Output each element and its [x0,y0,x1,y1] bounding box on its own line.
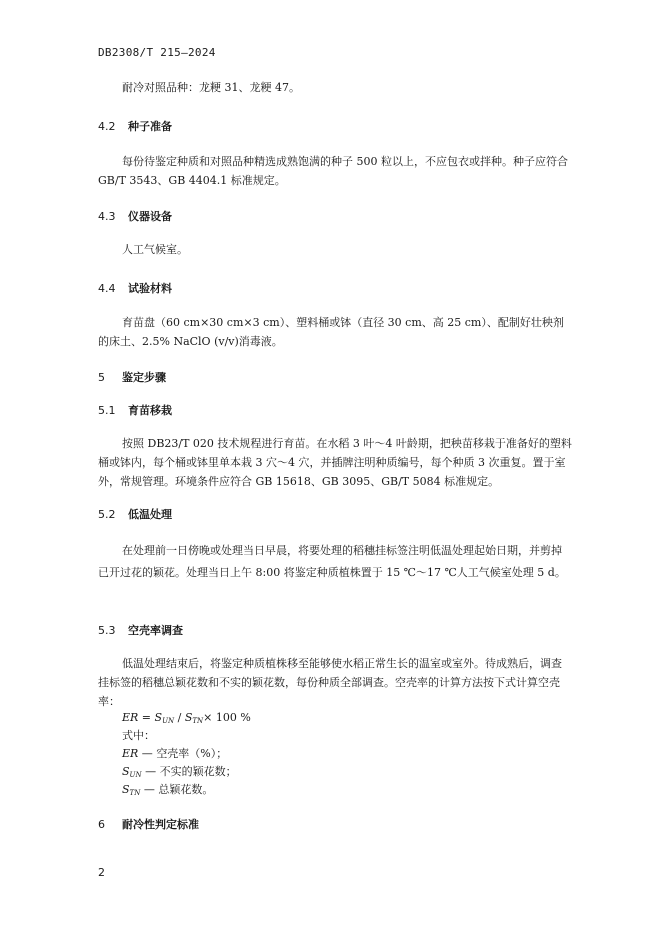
heading-number: 5.3 [98,624,116,637]
heading-title: 试验材料 [128,282,172,295]
formula-definition: ER — 空壳率（%）； [122,747,228,760]
heading-number: 4.3 [98,210,116,223]
heading-title: 耐冷性判定标准 [122,818,199,831]
heading-title: 仪器设备 [128,210,172,223]
paragraph-seedling-transplant: 按照 DB23/T 020 技术规程进行育苗。在水稻 3 叶～4 叶龄期，把秧苗移栽于准备好的塑料桶或钵内，每个桶或钵里单本栽 3 穴～4 穴，并插牌注明种质编号，每个种质 3 次重复。置于室外，常规管理。环境条件应符合 GB 15618、GB 3095、GB/T 5084 标准规定。 [98,437,572,488]
paragraph-low-temperature: 在处理前一日傍晚或处理当日早晨，将要处理的稻穗挂标签注明低温处理起始日期，并剪掉已开过花的颖花。处理当日上午 8:00 将鉴定种质植株置于 15 ℃～17 ℃人工气候室处理 5 d。 [98,544,566,579]
heading-title: 育苗移栽 [128,404,172,417]
heading-5-3 [98,622,183,638]
formula-definition: $S_{UN}$ — 不实的颖花数； [122,765,237,779]
heading-title: 种子准备 [128,120,172,133]
heading-title: 鉴定步骤 [122,371,166,384]
heading-5-2 [98,506,172,522]
heading-6 [98,816,199,832]
paragraph-empty-shell-survey: 低温处理结束后，将鉴定种质植株移至能够使水稻正常生长的温室或室外。待成熟后，调查挂标签的稻穗总颖花数和不实的颖花数，每份种质全部调查。空壳率的计算方法按下式计算空壳率： [98,657,562,708]
document-id: DB2308/T 215—2024 [98,46,216,59]
page-number: 2 [98,866,105,879]
heading-number: 5.2 [98,508,116,521]
heading-number: 5 [98,371,105,384]
heading-5 [98,369,166,385]
paragraph-materials: 育苗盘（60 cm×30 cm×3 cm）、塑料桶或钵（直径 30 cm、高 25 cm）、配制好壮秧剂的床土、2.5% NaClO (v/v)消毒液。 [98,316,564,348]
heading-4-2 [98,118,172,134]
heading-number: 5.1 [98,404,116,417]
heading-4-3 [98,208,172,224]
heading-number: 4.4 [98,282,116,295]
heading-title: 空壳率调查 [128,624,183,637]
formula: ER = $S_{UN} / S_{TN}\times 100$ % [122,711,251,725]
heading-number: 6 [98,818,105,831]
paragraph-seed-prep: 每份待鉴定种质和对照品种精选成熟饱满的种子 500 粒以上，不应包衣或拌种。种子应符合 GB/T 3543、GB 4404.1 标准规定。 [98,155,568,187]
formula-where: 式中： [122,729,155,742]
formula-definition: $S_{TN}$ — 总颖花数。 [122,783,214,797]
heading-5-1 [98,402,172,418]
paragraph-equipment: 人工气候室。 [122,243,188,256]
cold-check-variety: 耐冷对照品种：龙粳 31、龙粳 47。 [122,81,300,94]
heading-title: 低温处理 [128,508,172,521]
heading-4-4 [98,280,172,296]
heading-number: 4.2 [98,120,116,133]
